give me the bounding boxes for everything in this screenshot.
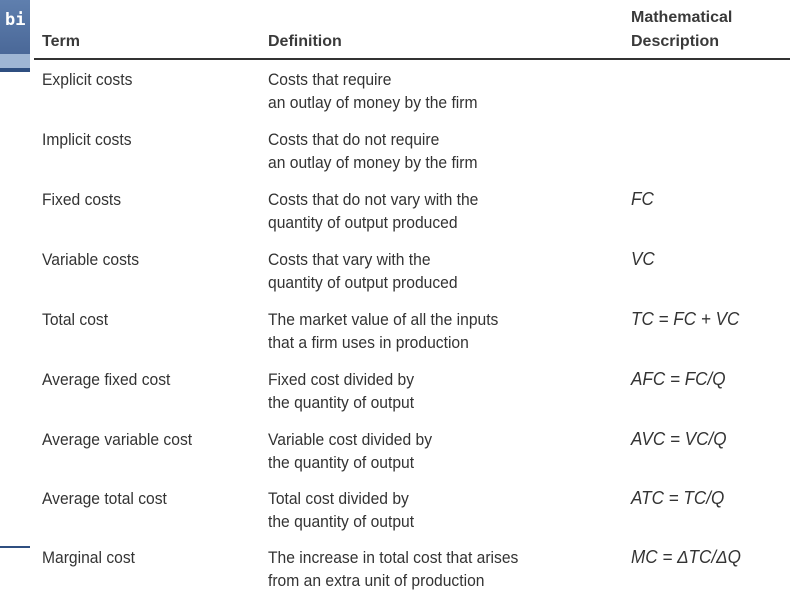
definition-line: from an extra unit of production	[268, 571, 485, 590]
background-slide-title-tab	[0, 0, 34, 54]
background-slide-band-light	[0, 54, 34, 68]
definition-cell	[268, 428, 432, 474]
table-row	[30, 182, 790, 242]
math-cell: FC	[631, 189, 654, 209]
table-row	[30, 540, 790, 600]
table-row	[30, 362, 790, 422]
table-row	[30, 481, 790, 541]
definition-cell	[268, 188, 478, 234]
background-slide-strip	[0, 0, 34, 600]
definition-line: that a firm uses in production	[268, 333, 469, 352]
header-math-line1: Mathematical	[631, 9, 733, 26]
table-row	[30, 242, 790, 302]
definition-line: Fixed cost divided by	[268, 370, 415, 389]
term-cell: Marginal cost	[42, 548, 136, 567]
definition-cell	[268, 487, 414, 533]
header-mathematical-description	[631, 6, 781, 54]
definition-line: the quantity of output	[268, 453, 415, 472]
background-slide-title-text: bi	[5, 10, 26, 30]
math-cell: MC = ΔTC/ΔQ	[631, 547, 741, 567]
math-cell: AFC = FC/Q	[631, 369, 726, 389]
term-cell: Average total cost	[42, 489, 167, 508]
term-cell: Explicit costs	[42, 70, 133, 89]
definition-cell	[268, 308, 498, 354]
definition-line: an outlay of money by the firm	[268, 153, 478, 172]
math-cell: ATC = TC/Q	[631, 488, 725, 508]
definition-line: Costs that require	[268, 70, 392, 89]
definition-cell	[268, 368, 414, 414]
definition-line: an outlay of money by the firm	[268, 93, 478, 112]
term-cell: Fixed costs	[42, 190, 122, 209]
definition-line: the quantity of output	[268, 393, 415, 412]
math-cell: TC = FC + VC	[631, 309, 740, 329]
term-cell: Average fixed cost	[42, 370, 171, 389]
definition-line: The market value of all the inputs	[268, 310, 499, 329]
definition-line: quantity of output produced	[268, 213, 458, 232]
table-row	[30, 422, 790, 482]
definition-line: the quantity of output	[268, 512, 415, 531]
term-cell: Average variable cost	[42, 430, 193, 449]
definition-line: Total cost divided by	[268, 489, 409, 508]
table-row	[30, 122, 790, 182]
definition-line: Costs that vary with the	[268, 250, 431, 269]
header-math-line2: Description	[631, 33, 720, 50]
header-definition: Definition	[268, 33, 342, 50]
definition-cell	[268, 128, 478, 174]
math-cell: AVC = VC/Q	[631, 429, 727, 449]
background-slide-bottom-rule	[0, 546, 34, 548]
term-cell: Total cost	[42, 310, 109, 329]
math-cell: VC	[631, 249, 655, 269]
table-row	[30, 62, 790, 122]
table-header-row	[30, 0, 790, 60]
definition-line: Costs that do not require	[268, 130, 440, 149]
header-term: Term	[42, 33, 80, 50]
definition-cell	[268, 68, 478, 114]
table-row	[30, 302, 790, 362]
header-divider	[34, 58, 790, 60]
term-cell: Implicit costs	[42, 130, 132, 149]
definition-cell	[268, 248, 458, 294]
background-slide-band-dark	[0, 68, 34, 72]
definition-line: Variable cost divided by	[268, 430, 433, 449]
definition-line: Costs that do not vary with the	[268, 190, 479, 209]
definition-line: The increase in total cost that arises	[268, 548, 519, 567]
term-cell: Variable costs	[42, 250, 140, 269]
cost-definitions-table	[30, 0, 800, 600]
definition-cell	[268, 546, 518, 592]
definition-line: quantity of output produced	[268, 273, 458, 292]
